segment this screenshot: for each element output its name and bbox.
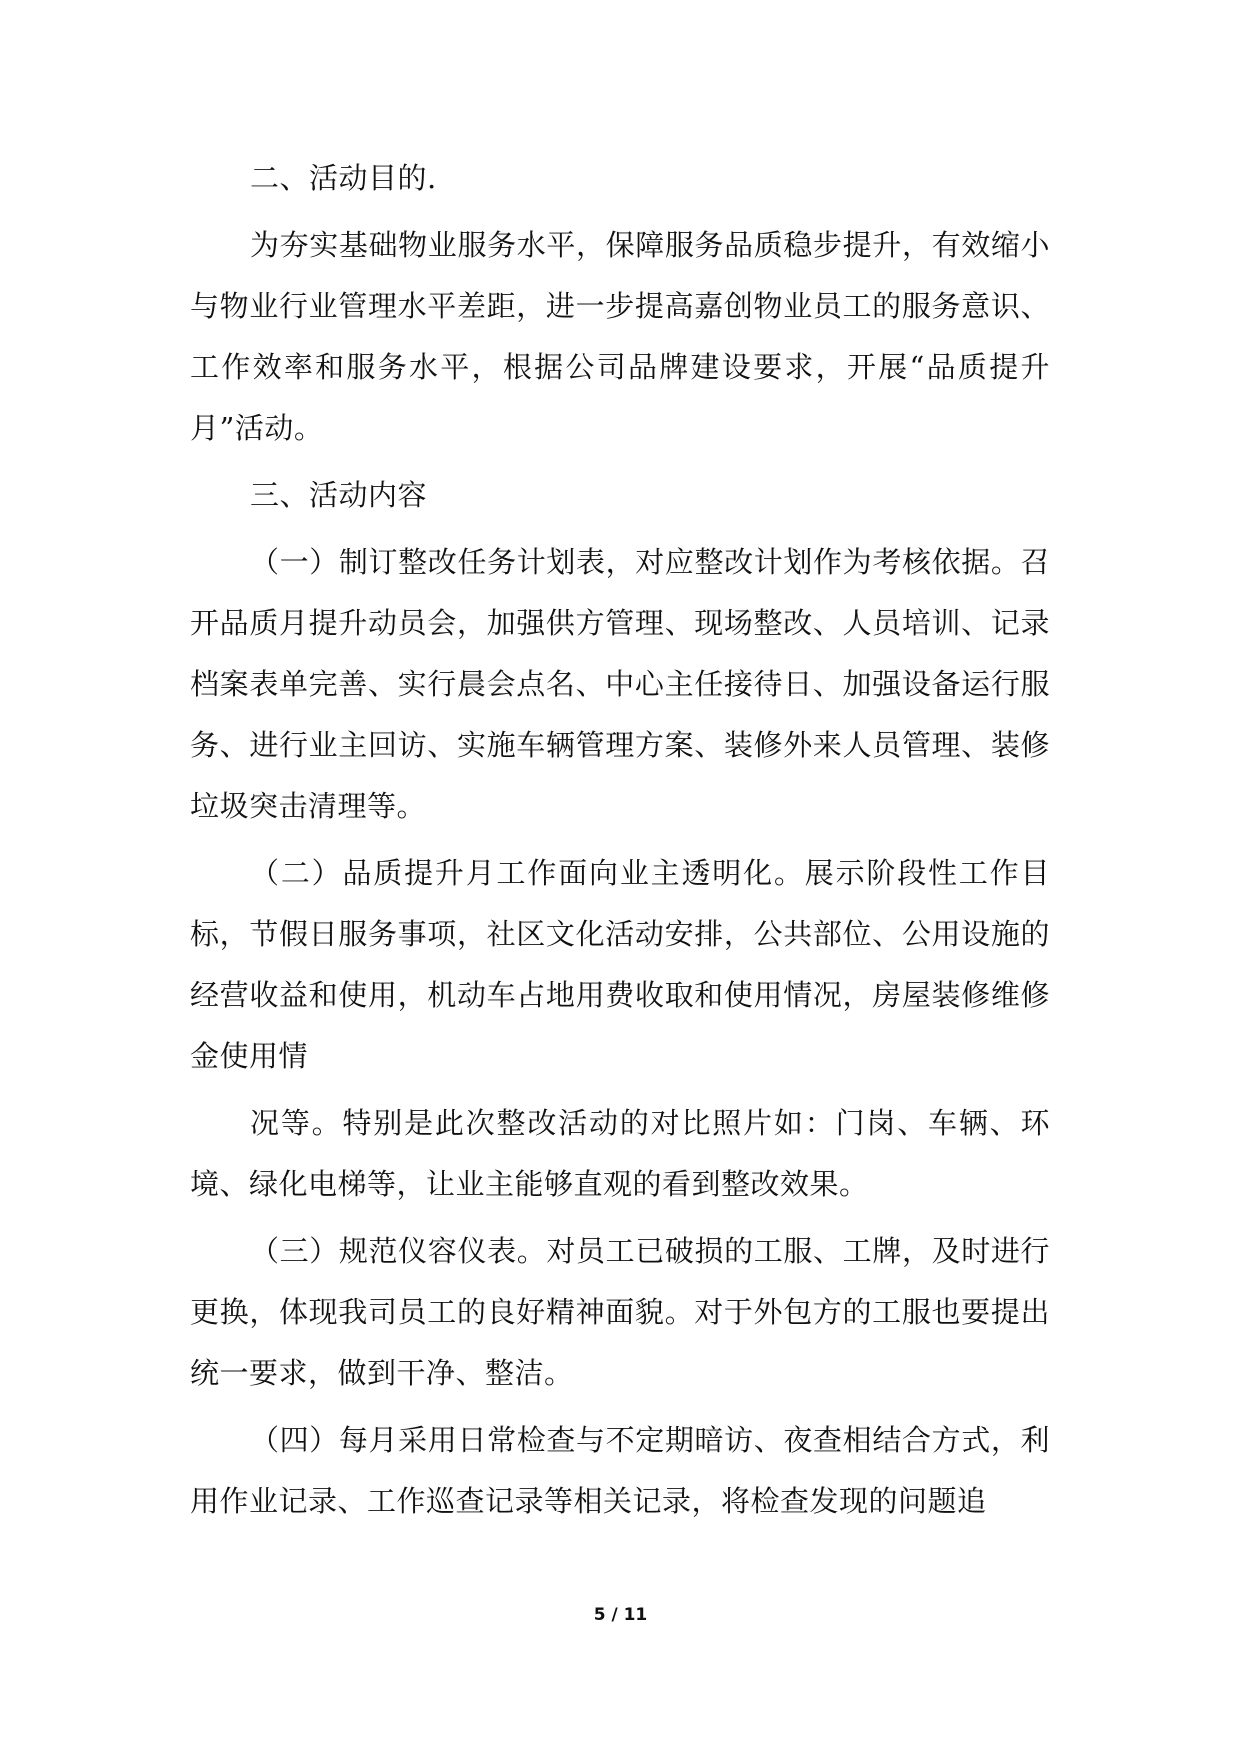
- section-heading-purpose: 二、活动目的.: [250, 161, 437, 195]
- paragraph-item-2: （二）品质提升月工作面向业主透明化。展示阶段性工作目标，节假日服务事项，社区文化活动安排，公共部位、公用设施的经营收益和使用，机动车占地用费收取和使用情况，房屋装修维修金使用情: [190, 856, 1050, 1073]
- document-body: [190, 148, 1050, 1538]
- paragraph-item-4: （四）每月采用日常检查与不定期暗访、夜查相结合方式，利用作业记录、工作巡查记录等相关记录，将检查发现的问题追: [190, 1423, 1050, 1518]
- paragraph-item-3: （三）规范仪容仪表。对员工已破损的工服、工牌，及时进行更换，体现我司员工的良好精神面貌。对于外包方的工服也要提出统一要求，做到干净、整洁。: [190, 1234, 1050, 1390]
- section-heading-content: 三、活动内容: [250, 478, 428, 512]
- page-number: 5 / 11: [593, 1605, 648, 1625]
- paragraph-purpose: 为夯实基础物业服务水平，保障服务品质稳步提升，有效缩小与物业行业管理水平差距，进一步提高嘉创物业员工的服务意识、工作效率和服务水平，根据公司品牌建设要求，开展“品质提升月”活动。: [190, 228, 1050, 445]
- paragraph-item-2-continued: 况等。特别是此次整改活动的对比照片如：门岗、车辆、环境、绿化电梯等，让业主能够直观的看到整改效果。: [190, 1106, 1050, 1201]
- paragraph-item-1: （一）制订整改任务计划表，对应整改计划作为考核依据。召开品质月提升动员会，加强供方管理、现场整改、人员培训、记录档案表单完善、实行晨会点名、中心主任接待日、加强设备运行服务、进行业主回访、实施车辆管理方案、装修外来人员管理、装修垃圾突击清理等。: [190, 545, 1050, 823]
